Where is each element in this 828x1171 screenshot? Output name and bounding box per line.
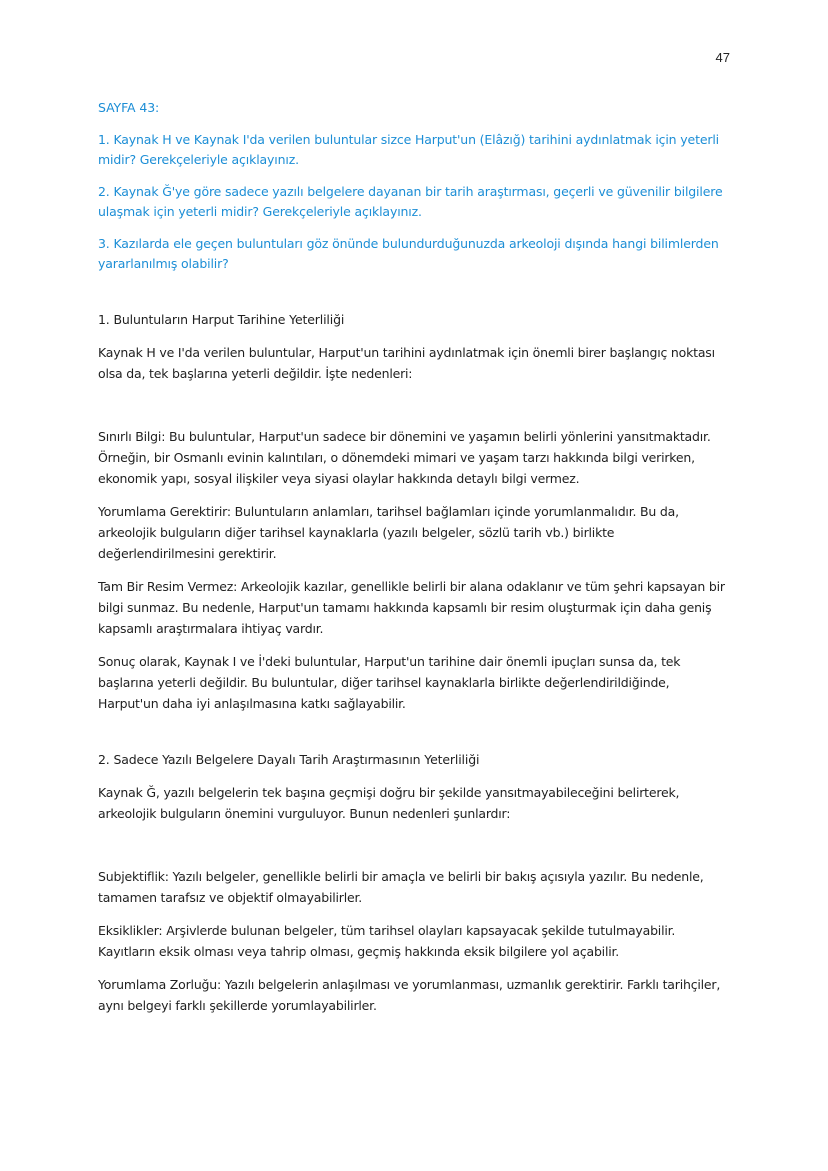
question-2: 2. Kaynak Ğ'ye göre sadece yazılı belgelere dayanan bir tarih araştırması, geçerli ve güvenilir bilgilere ulaşmak için yeterli midir? Gerekçeleriyle açıklayınız. (98, 184, 723, 219)
section1-point-1: Sınırlı Bilgi: Bu buluntular, Harput'un sadece bir dönemini ve yaşamın belirli yönlerini yansıtmaktadır. Örneğin, bir Osmanlı evinin kalıntıları, o dönemdeki mimari ve yaşam tarzı hakkında bilgi verirken, ekonomik yapı, sosyal ilişkiler veya siyasi olaylar hakkında detaylı bilgi vermez. (98, 429, 711, 486)
section2-point-3: Yorumlama Zorluğu: Yazılı belgelerin anlaşılması ve yorumlanması, uzmanlık gerektirir. Farklı tarihçiler, aynı belgeyi farklı şekillerde yorumlayabilirler. (98, 977, 721, 1013)
section2-intro: Kaynak Ğ, yazılı belgelerin tek başına geçmişi doğru bir şekilde yansıtmayabileceğini belirterek, arkeolojik bulguların önemini vurguluyor. Bunun nedenleri şunlardır: (98, 785, 680, 821)
section2-point-2: Eksiklikler: Arşivlerde bulunan belgeler, tüm tarihsel olayları kapsayacak şekilde tutulmayabilir. Kayıtların eksik olması veya tahrip olması, geçmiş hakkında eksik bilgilere yol açabilir. (98, 923, 676, 959)
question-3: 3. Kazılarda ele geçen buluntuları göz önünde bulundurduğunuzda arkeoloji dışında hangi bilimlerden yararlanılmış olabilir? (98, 236, 719, 271)
section1-heading: 1. Buluntuların Harput Tarihine Yeterliliği (98, 312, 345, 327)
questions-label: SAYFA 43: (98, 100, 160, 115)
question-1: 1. Kaynak H ve Kaynak I'da verilen buluntular sizce Harput'un (Elâzığ) tarihini aydınlatmak için yeterli midir? Gerekçeleriyle açıklayınız. (98, 132, 719, 167)
page-number: 47 (715, 50, 730, 65)
section1-intro: Kaynak H ve I'da verilen buluntular, Harput'un tarihini aydınlatmak için önemli birer başlangıç noktası olsa da, tek başlarına yeterli değildir. İşte nedenleri: (98, 345, 715, 381)
section1-point-2: Yorumlama Gerektirir: Buluntuların anlamları, tarihsel bağlamları içinde yorumlanmalıdır. Bu da, arkeolojik bulguların diğer tarihsel kaynaklarla (yazılı belgeler, sözlü tarih vb.) birlikte değerlendirilmesini gerektirir. (98, 504, 679, 561)
section1-point-3: Tam Bir Resim Vermez: Arkeolojik kazılar, genellikle belirli bir alana odaklanır ve tüm şehri kapsayan bir bilgi sunmaz. Bu nedenle, Harput'un tamamı hakkında kapsamlı bir resim oluşturmak için daha geniş kapsamlı araştırmalara ihtiyaç vardır. (98, 579, 725, 636)
section2-heading: 2. Sadece Yazılı Belgelere Dayalı Tarih Araştırmasının Yeterliliği (98, 752, 480, 767)
page-content (98, 98, 730, 1028)
section1-conclusion: Sonuç olarak, Kaynak I ve İ'deki buluntular, Harput'un tarihine dair önemli ipuçları sunsa da, tek başlarına yeterli değildir. Bu buluntular, diğer tarihsel kaynaklarla birlikte değerlendirildiğinde, Harput'un daha iyi anlaşılmasına katkı sağlayabilir. (98, 654, 681, 711)
section2-point-1: Subjektiflik: Yazılı belgeler, genellikle belirli bir amaçla ve belirli bir bakış açısıyla yazılır. Bu nedenle, tamamen tarafsız ve objektif olmayabilirler. (98, 869, 704, 905)
